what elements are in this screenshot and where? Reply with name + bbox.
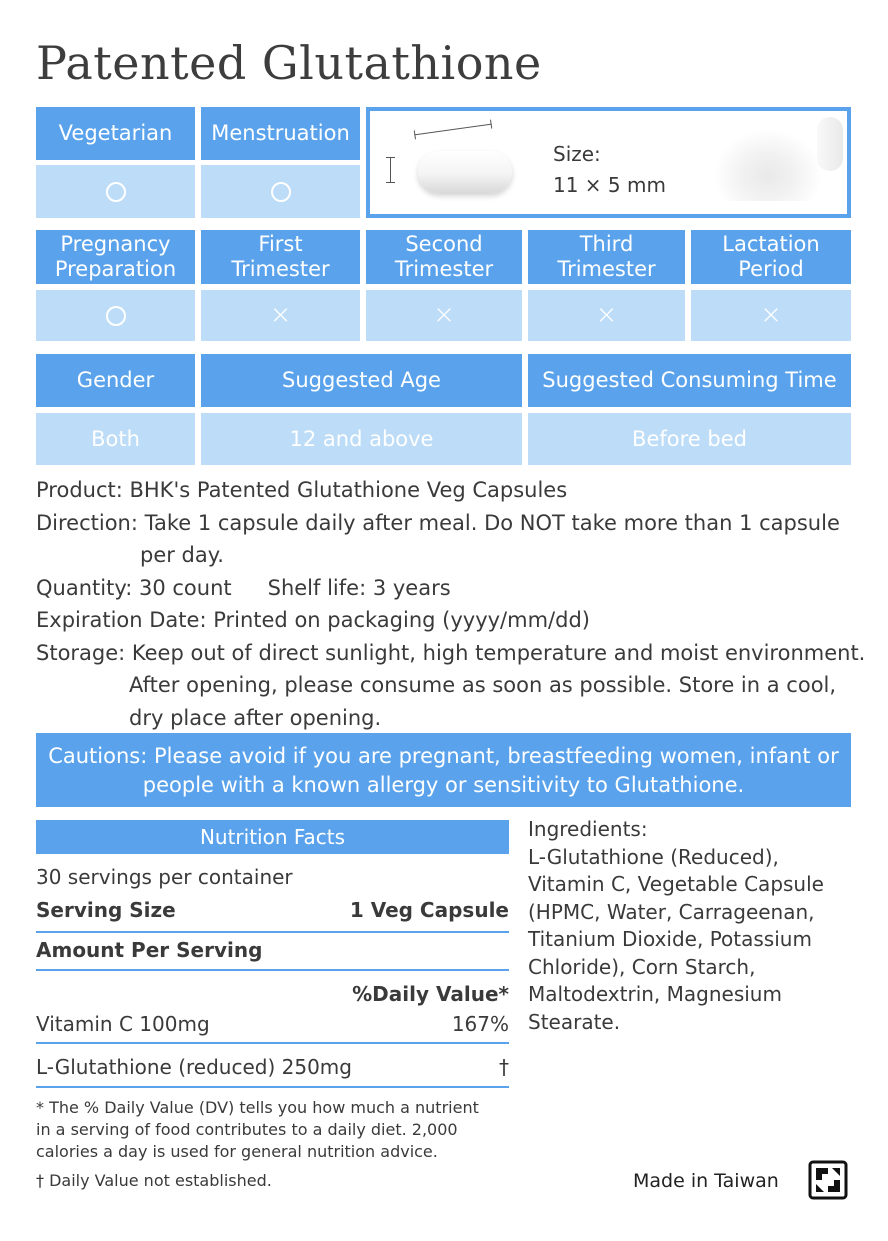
ingredients-line: Maltodextrin, Magnesium xyxy=(528,982,782,1006)
gender-header: Gender xyxy=(36,354,195,407)
product-line: Product: BHK's Patented Glutathione Veg Capsules xyxy=(36,478,568,502)
servings-text: 30 servings per container xyxy=(36,865,293,889)
circle-icon xyxy=(106,306,126,326)
nutrition-facts-header: Nutrition Facts xyxy=(36,820,509,854)
stage-value-third-trimester xyxy=(528,290,685,341)
dv-footnote: * The % Daily Value (DV) tells you how much a nutrient in a serving of food contributes to a daily diet. 2,000 calories a day is used for general nutrition advice. xyxy=(36,1098,479,1161)
nutrient-name: L-Glutathione (reduced) 250mg xyxy=(36,1055,352,1079)
caution-line-2: people with a known allergy or sensitivity to Glutathione. xyxy=(142,773,745,797)
cross-icon: × xyxy=(595,300,618,330)
ingredients-line: Vitamin C, Vegetable Capsule xyxy=(528,872,824,896)
nutrient-dv: † xyxy=(499,1055,509,1079)
nutrient-name: Vitamin C 100mg xyxy=(36,1012,210,1036)
nutrient-dv: 167% xyxy=(451,1012,509,1036)
product-info xyxy=(36,474,865,734)
caution-banner xyxy=(36,733,851,807)
cross-icon: × xyxy=(269,300,292,330)
ingredients-line: L-Glutathione (Reduced), xyxy=(528,844,779,869)
nutrition-divider xyxy=(36,931,509,933)
amount-label: Amount Per Serving xyxy=(36,938,263,962)
time-value: Before bed xyxy=(528,413,851,465)
stage-value-second-trimester xyxy=(366,290,522,341)
caution-line-1: Cautions: Please avoid if you are pregnant, breastfeeding women, infant or xyxy=(48,744,839,768)
stage-value-lactation-period xyxy=(691,290,851,341)
stage-header-third-trimester: Third Trimester xyxy=(528,230,685,284)
gender-value: Both xyxy=(36,413,195,465)
quantity-shelf-line xyxy=(36,572,865,605)
nutrient-row xyxy=(36,1055,509,1079)
expiration-line: Expiration Date: Printed on packaging (yyyy/mm/dd) xyxy=(36,608,590,632)
stage-value-first-trimester xyxy=(201,290,360,341)
stage-value-pregnancy-preparation xyxy=(36,290,195,341)
age-header: Suggested Age xyxy=(201,354,522,407)
vegetarian-value xyxy=(36,165,195,218)
dv-label: %Daily Value* xyxy=(352,982,509,1006)
serving-size-value: 1 Veg Capsule xyxy=(349,898,509,922)
storage-line-3: dry place after opening. xyxy=(129,705,382,730)
quantity-text: Quantity: 30 count xyxy=(36,575,232,600)
nutrition-facts-panel xyxy=(36,820,509,1190)
ingredients-line: Stearate. xyxy=(528,1009,621,1034)
amount-row xyxy=(36,938,509,962)
cross-icon: × xyxy=(760,300,782,330)
vegetarian-header: Vegetarian xyxy=(36,107,195,160)
width-dimension-icon xyxy=(390,157,391,183)
capsule-image xyxy=(418,151,512,193)
direction-line-1: Direction: Take 1 capsule daily after meal. Do NOT take more than 1 capsule xyxy=(36,510,840,535)
storage-line-1: Storage: Keep out of direct sunlight, high temperature and moist environment. xyxy=(36,640,866,665)
size-label: Size: xyxy=(553,142,601,166)
storage-line-2: After opening, please consume as soon as possible. Store in a cool, xyxy=(129,673,837,697)
dagger-footnote: † Daily Value not established. xyxy=(36,1171,272,1190)
recycle-icon xyxy=(808,1160,848,1200)
ingredients-list xyxy=(528,816,824,1036)
stage-header-first-trimester: First Trimester xyxy=(201,230,360,284)
menstruation-header: Menstruation xyxy=(201,107,360,160)
serving-size-label: Serving Size xyxy=(36,898,176,922)
ingredients-line: (HPMC, Water, Carrageenan, xyxy=(528,899,815,924)
ingredients-line: Ingredients: xyxy=(528,817,648,841)
page-title: Patented Glutathione xyxy=(36,36,542,90)
length-dimension-icon xyxy=(414,124,491,136)
circle-icon xyxy=(106,182,126,202)
nutrition-divider xyxy=(36,969,509,971)
circle-icon xyxy=(271,182,291,202)
ingredients-line: Chloride), Corn Starch, xyxy=(528,954,756,979)
capsule-size-panel xyxy=(366,107,851,218)
ingredients-line: Titanium Dioxide, Potassium xyxy=(528,927,812,951)
nutrition-divider xyxy=(36,1086,509,1088)
stage-header-lactation-period: Lactation Period xyxy=(691,230,851,284)
servings-row xyxy=(36,865,509,889)
open-capsule-image xyxy=(817,117,843,171)
made-in-taiwan: Made in Taiwan xyxy=(633,1170,779,1192)
menstruation-value xyxy=(201,165,360,218)
shelf-life-text: Shelf life: 3 years xyxy=(267,575,451,600)
stage-header-pregnancy-preparation: Pregnancy Preparation xyxy=(36,230,195,284)
time-header: Suggested Consuming Time xyxy=(528,354,851,407)
stage-header-second-trimester: Second Trimester xyxy=(366,230,522,284)
serving-size-row xyxy=(36,898,509,922)
capsule-size-text xyxy=(553,139,666,201)
dv-header-row xyxy=(36,982,509,1006)
cross-icon: × xyxy=(433,300,455,330)
direction-line-2: per day. xyxy=(140,543,224,567)
age-value: 12 and above xyxy=(201,413,522,465)
nutrient-row xyxy=(36,1012,509,1036)
powder-image xyxy=(713,129,823,201)
size-value: 11 × 5 mm xyxy=(553,173,666,197)
nutrition-divider xyxy=(36,1042,509,1044)
